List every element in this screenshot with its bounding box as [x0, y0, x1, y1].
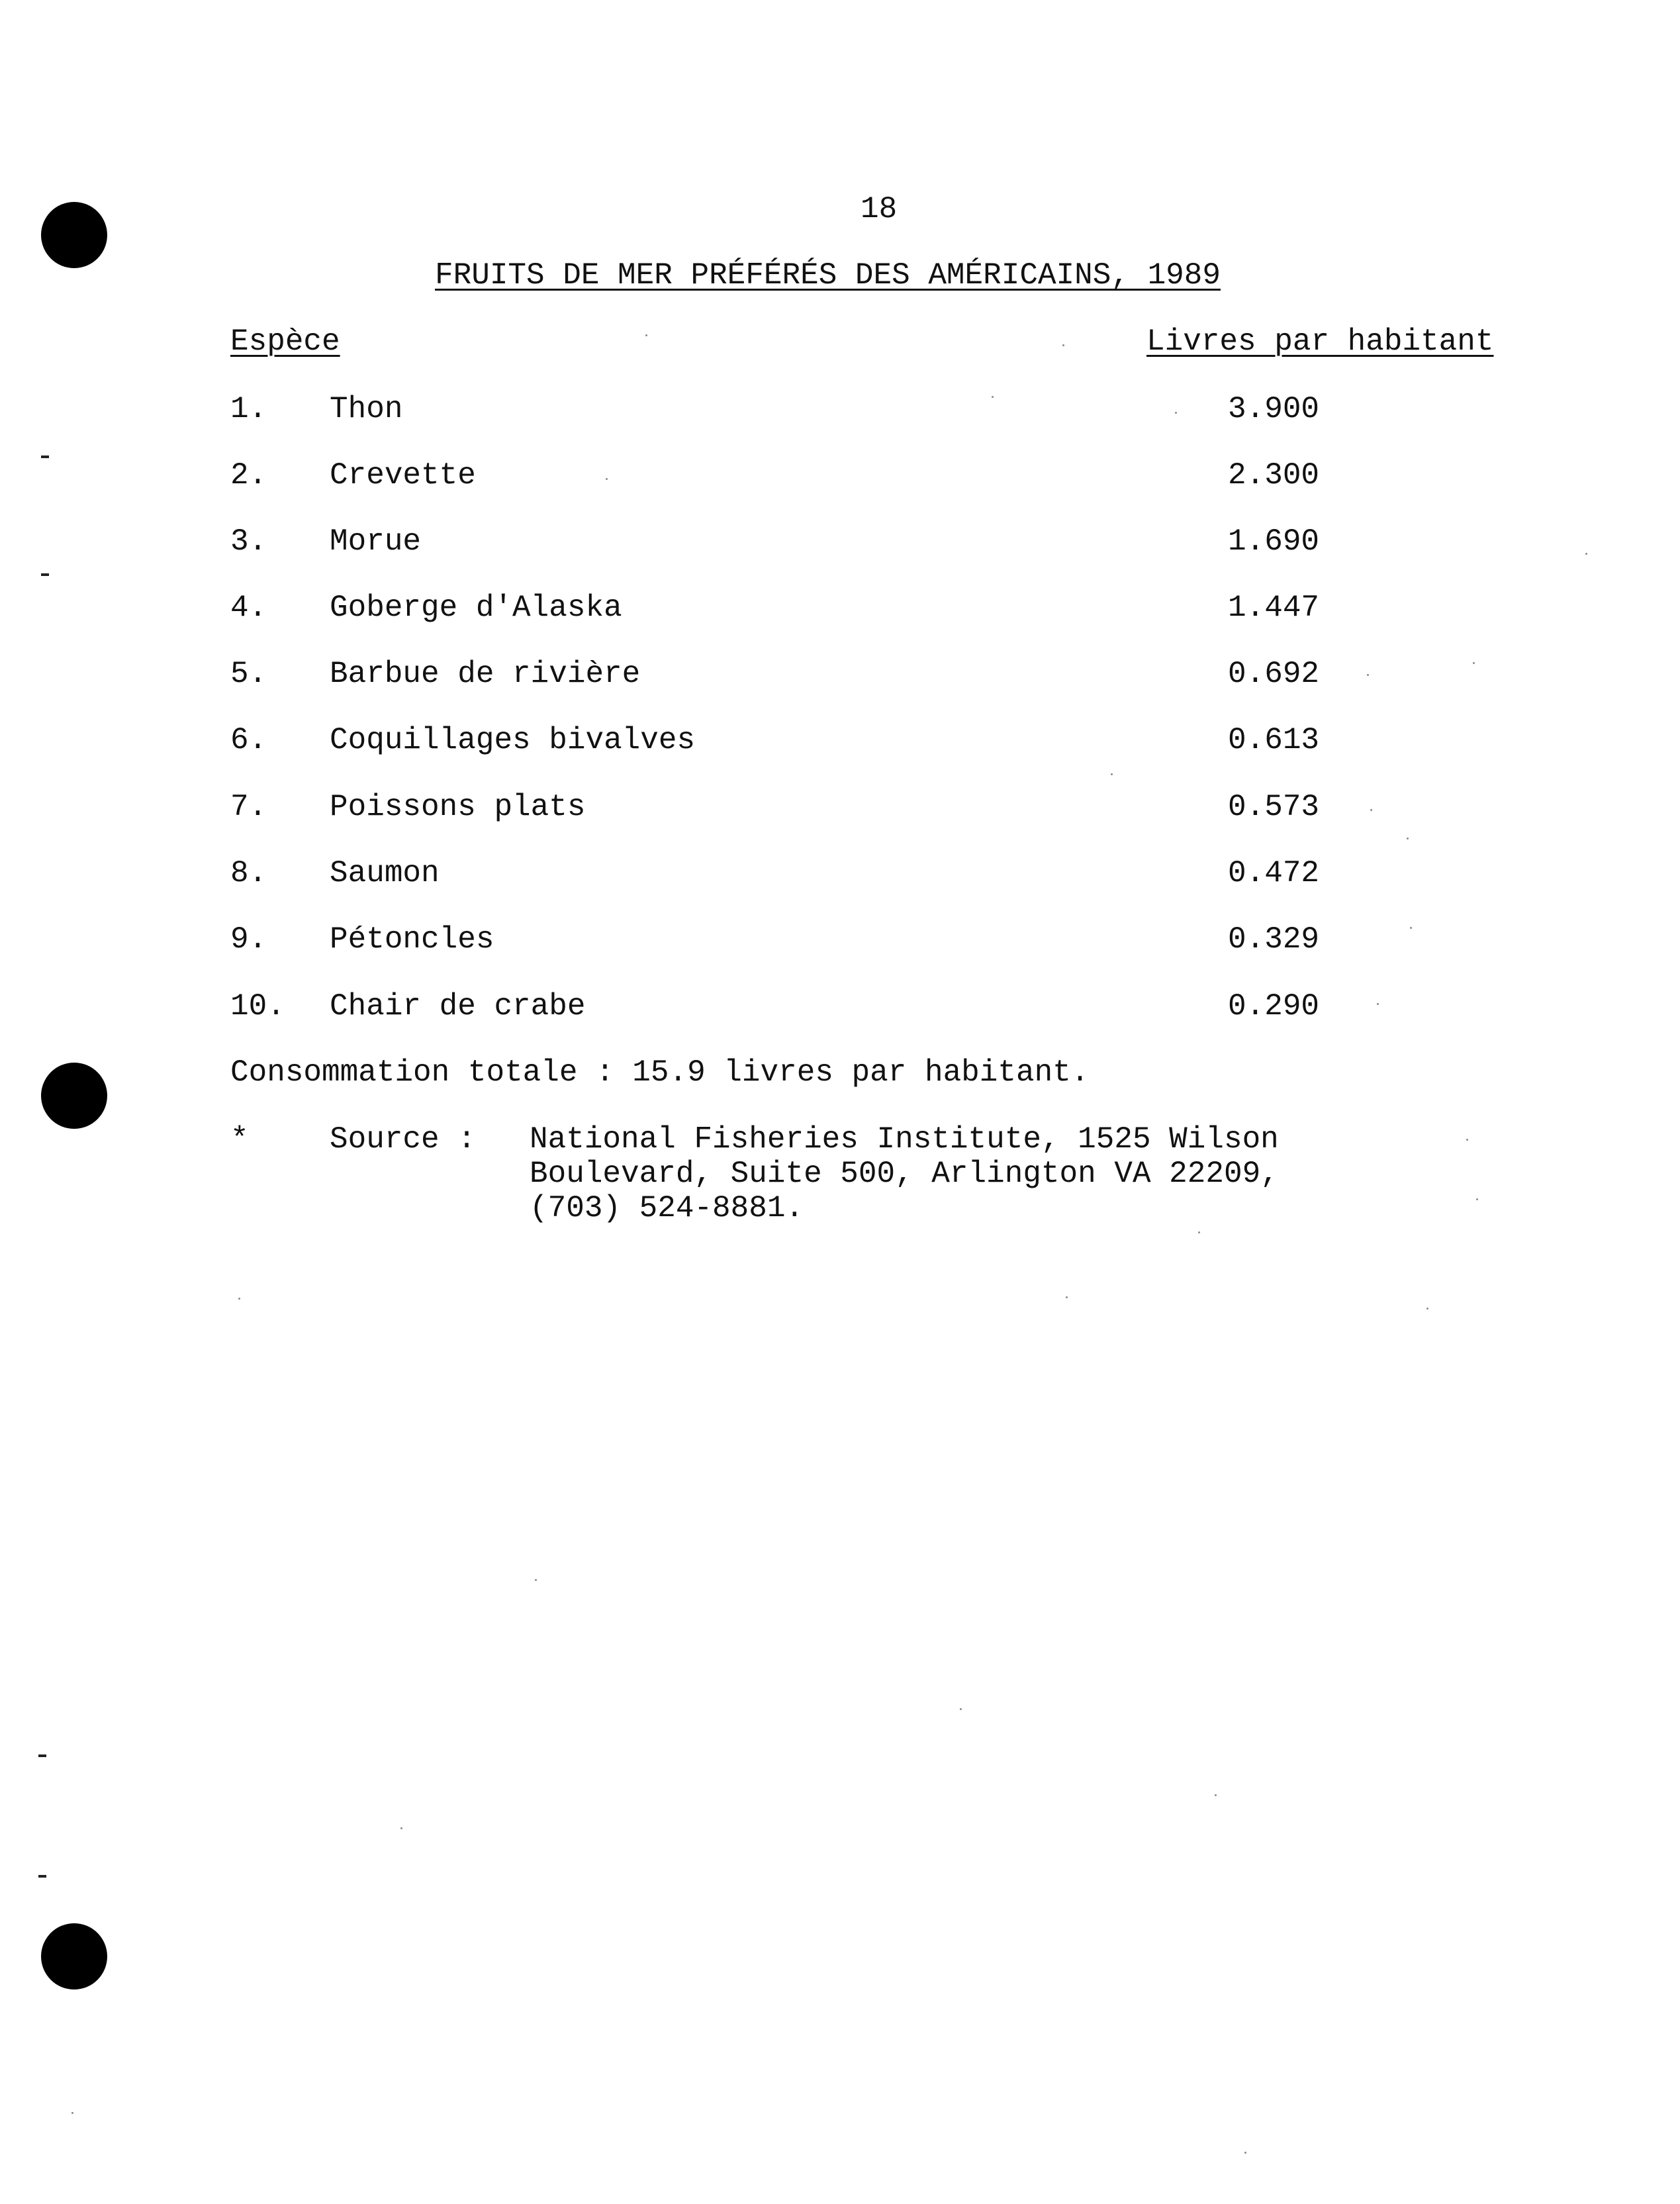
source-line: (703) 524-8881. [530, 1191, 804, 1225]
row-rank: 10. [230, 989, 285, 1024]
scan-speck [1585, 553, 1587, 555]
scan-speck [960, 1708, 962, 1710]
margin-mark [41, 573, 49, 576]
total-consumption: Consommation totale : 15.9 livres par habitant. [230, 1055, 1090, 1090]
scan-speck [71, 2112, 73, 2114]
row-rank: 3. [230, 524, 267, 559]
scan-speck [606, 478, 608, 480]
row-species: Barbue de rivière [330, 657, 641, 691]
row-species: Pétoncles [330, 922, 494, 957]
scan-speck [645, 334, 647, 336]
row-rank: 4. [230, 591, 267, 625]
page-title: FRUITS DE MER PRÉFÉRÉS DES AMÉRICAINS, 1989 [435, 258, 1221, 293]
column-header-per-capita: Livres par habitant [1146, 324, 1494, 359]
row-rank: 2. [230, 458, 267, 493]
source-line: Boulevard, Suite 500, Arlington VA 22209, [530, 1157, 1279, 1191]
row-species: Goberge d'Alaska [330, 591, 622, 625]
row-species: Thon [330, 392, 403, 426]
row-value: 2.300 [1228, 458, 1320, 493]
row-value: 0.573 [1228, 790, 1320, 824]
row-value: 0.290 [1228, 989, 1320, 1024]
row-rank: 6. [230, 723, 267, 757]
margin-mark [38, 1754, 46, 1757]
source-marker: * [230, 1122, 249, 1157]
row-species: Morue [330, 524, 422, 559]
scan-speck [1244, 2152, 1246, 2154]
scan-speck [400, 1827, 402, 1829]
row-value: 0.613 [1228, 723, 1320, 757]
row-value: 0.329 [1228, 922, 1320, 957]
scan-speck [1407, 838, 1409, 839]
row-species: Crevette [330, 458, 476, 493]
row-rank: 9. [230, 922, 267, 957]
row-species: Poissons plats [330, 790, 586, 824]
row-rank: 1. [230, 392, 267, 426]
scan-speck [1066, 1296, 1068, 1298]
row-rank: 7. [230, 790, 267, 824]
punch-hole-bottom [41, 1923, 107, 1989]
scan-speck [1198, 1231, 1200, 1233]
scan-speck [1476, 1198, 1478, 1200]
column-header-species: Espèce [230, 324, 340, 359]
punch-hole-top [41, 202, 107, 268]
row-value: 0.692 [1228, 657, 1320, 691]
row-value: 1.690 [1228, 524, 1320, 559]
row-species: Chair de crabe [330, 989, 586, 1024]
scan-speck [1062, 344, 1064, 346]
punch-hole-middle [41, 1063, 107, 1129]
row-species: Saumon [330, 856, 440, 890]
row-rank: 5. [230, 657, 267, 691]
scan-speck [1367, 674, 1369, 676]
scan-speck [1370, 809, 1372, 811]
row-value: 3.900 [1228, 392, 1320, 426]
scan-speck [1377, 1003, 1379, 1005]
margin-mark [41, 455, 49, 458]
scan-speck [992, 396, 994, 398]
row-value: 0.472 [1228, 856, 1320, 890]
row-species: Coquillages bivalves [330, 723, 696, 757]
scan-speck [535, 1579, 537, 1581]
row-rank: 8. [230, 856, 267, 890]
scan-speck [238, 1298, 240, 1300]
margin-mark [38, 1875, 46, 1878]
scan-speck [1473, 662, 1475, 664]
source-label: Source : [330, 1122, 476, 1157]
row-value: 1.447 [1228, 591, 1320, 625]
source-line: National Fisheries Institute, 1525 Wilson [530, 1122, 1279, 1157]
page-number: 18 [861, 192, 898, 226]
scan-speck [1175, 412, 1177, 414]
scan-speck [1215, 1794, 1217, 1796]
scan-speck [1426, 1308, 1428, 1310]
scan-speck [1410, 927, 1412, 929]
scan-speck [1466, 1139, 1468, 1141]
scan-speck [1111, 773, 1113, 775]
